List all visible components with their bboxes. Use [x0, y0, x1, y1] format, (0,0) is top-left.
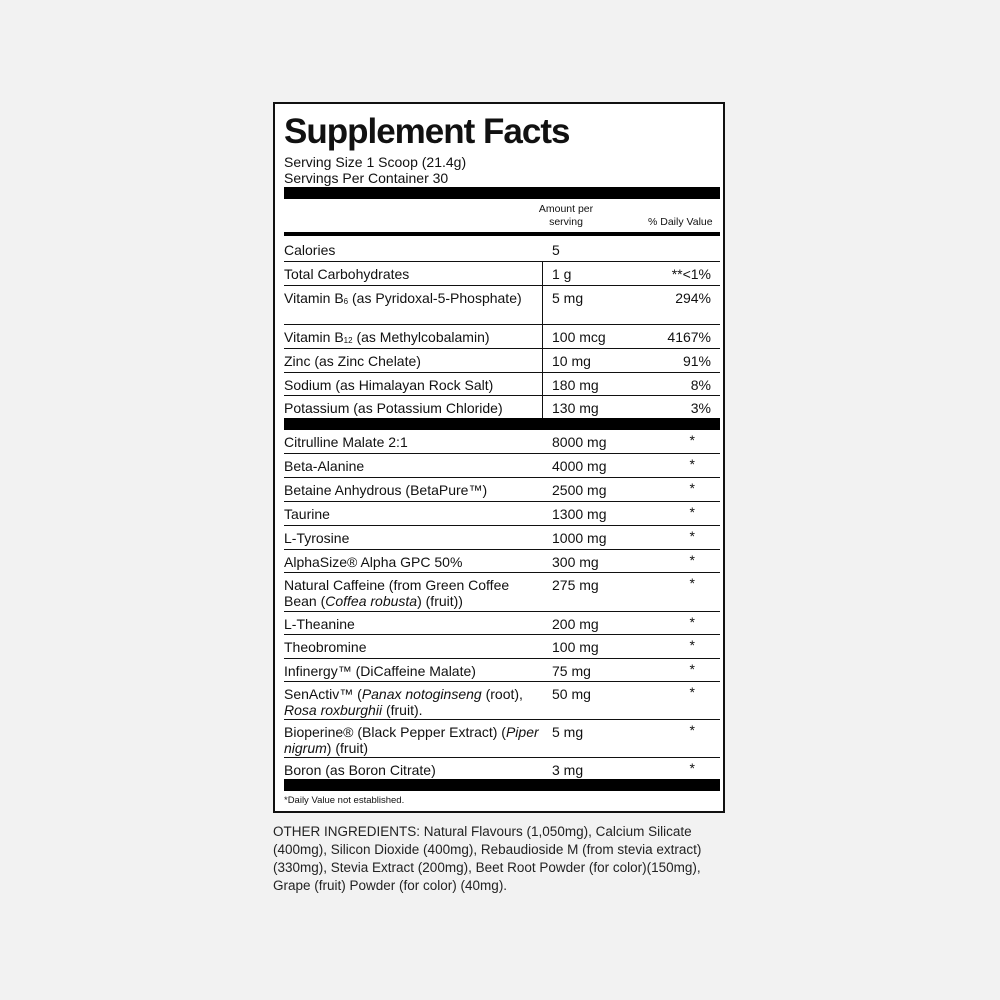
nutrient-row: [284, 238, 720, 262]
header-daily-value: % Daily Value: [648, 216, 713, 228]
nutrient-row: [284, 286, 720, 325]
nutrient-amount: 130 mg: [552, 400, 599, 416]
ingredient-row: [284, 612, 720, 635]
ingredient-row: [284, 758, 720, 779]
ingredient-row: [284, 526, 720, 550]
ingredient-daily-value: *: [689, 504, 695, 520]
servings-per-container: Servings Per Container 30: [284, 170, 449, 186]
ingredient-daily-value: *: [689, 480, 695, 496]
ingredient-name: Taurine: [284, 506, 330, 522]
ingredient-name: L-Theanine: [284, 616, 355, 632]
ingredient-daily-value: *: [689, 432, 695, 448]
footnote: *Daily Value not established.: [284, 795, 405, 806]
nutrient-amount: 10 mg: [552, 353, 591, 369]
nutrient-name: Total Carbohydrates: [284, 266, 410, 282]
ingredient-amount: 8000 mg: [552, 434, 607, 450]
ingredient-daily-value: *: [689, 760, 695, 776]
ingredient-amount: 50 mg: [552, 686, 591, 702]
ingredient-row: [284, 720, 720, 758]
nutrient-name: Vitamin $B_6$ (as Pyridoxal-5-Phosphate): [284, 290, 522, 306]
header-divider: [284, 232, 720, 236]
ingredient-amount: 2500 mg: [552, 482, 607, 498]
ingredient-row: [284, 478, 720, 502]
thick-divider-top: [284, 187, 720, 199]
ingredient-amount: 1300 mg: [552, 506, 607, 522]
nutrient-daily-value: 3%: [690, 400, 711, 416]
nutrient-daily-value: **<1%: [671, 266, 711, 282]
ingredient-row: [284, 635, 720, 659]
ingredient-name: Natural Caffeine (from Green Coffee Bean (Coffea robusta) (fruit)): [284, 577, 510, 609]
ingredient-daily-value: *: [689, 661, 695, 677]
ingredient-name: Betaine Anhydrous (BetaPure™): [284, 482, 488, 498]
ingredient-name: Theobromine: [284, 639, 367, 655]
ingredient-name: Beta-Alanine: [284, 458, 365, 474]
ingredient-daily-value: *: [689, 528, 695, 544]
nutrient-daily-value: 294%: [675, 290, 711, 306]
ingredient-name: Boron (as Boron Citrate): [284, 762, 436, 778]
ingredient-daily-value: *: [689, 684, 695, 700]
ingredient-amount: 75 mg: [552, 663, 591, 679]
nutrient-daily-value: 8%: [690, 377, 711, 393]
ingredient-row: [284, 682, 720, 720]
thick-divider-bottom: [284, 779, 720, 791]
ingredient-daily-value: *: [689, 637, 695, 653]
nutrient-row: [284, 349, 720, 373]
nutrient-name: Vitamin $B_{12}$ (as Methylcobalamin): [284, 329, 490, 345]
ingredient-row: [284, 573, 720, 612]
nutrient-row: [284, 325, 720, 349]
ingredient-amount: 3 mg: [552, 762, 584, 778]
ingredient-name: Infinergy™ (DiCaffeine Malate): [284, 663, 476, 679]
ingredient-name: L-Tyrosine: [284, 530, 350, 546]
nutrient-daily-value: 91%: [682, 353, 711, 369]
ingredient-amount: 100 mg: [552, 639, 599, 655]
nutrient-amount: 1 g: [552, 266, 572, 282]
serving-size: Serving Size 1 Scoop (21.4g): [284, 154, 467, 170]
nutrient-name: Potassium (as Potassium Chloride): [284, 400, 503, 416]
ingredient-daily-value: *: [689, 614, 695, 630]
ingredient-daily-value: *: [689, 722, 695, 738]
ingredient-amount: 1000 mg: [552, 530, 607, 546]
nutrient-amount: 5: [552, 242, 560, 258]
ingredient-row: [284, 502, 720, 526]
ingredient-amount: 300 mg: [552, 554, 599, 570]
nutrient-row: [284, 373, 720, 396]
nutrient-row: [284, 262, 720, 286]
ingredient-name: AlphaSize® Alpha GPC 50%: [284, 554, 463, 570]
nutrient-name: Sodium (as Himalayan Rock Salt): [284, 377, 494, 393]
ingredient-daily-value: *: [689, 575, 695, 591]
nutrient-name: Zinc (as Zinc Chelate): [284, 353, 421, 369]
supplement-facts-panel: [273, 102, 725, 813]
ingredient-amount: 275 mg: [552, 577, 599, 593]
nutrient-amount: 5 mg: [552, 290, 584, 306]
ingredient-row: [284, 659, 720, 682]
ingredient-amount: 4000 mg: [552, 458, 607, 474]
ingredient-name: Citrulline Malate 2:1: [284, 434, 408, 450]
nutrient-name: Calories: [284, 242, 336, 258]
nutrient-amount: 100 mcg: [552, 329, 606, 345]
ingredient-amount: 5 mg: [552, 724, 584, 740]
header-amount-per-serving: Amount per serving: [538, 203, 594, 228]
panel-title: Supplement Facts: [284, 112, 570, 151]
ingredient-daily-value: *: [689, 552, 695, 568]
ingredient-row: [284, 454, 720, 478]
nutrient-daily-value: 4167%: [667, 329, 711, 345]
ingredient-daily-value: *: [689, 456, 695, 472]
ingredient-name: SenActiv™ (Panax notoginseng (root), Rosa roxburghii (fruit).: [284, 686, 523, 718]
ingredient-row: [284, 550, 720, 573]
thick-divider-middle: [284, 418, 720, 430]
ingredient-amount: 200 mg: [552, 616, 599, 632]
nutrient-amount: 180 mg: [552, 377, 599, 393]
other-ingredients: OTHER INGREDIENTS: Natural Flavours (1,050mg), Calcium Silicate (400mg), Silicon Dioxide (400mg), Rebaudioside M (from stevia extract) (330mg), Stevia Extract (200mg), Beet Root Powder (for color)(150mg), Grape (fruit) Powder (for color) (40mg).: [273, 824, 702, 893]
nutrient-row: [284, 396, 720, 418]
ingredient-row: [284, 430, 720, 454]
ingredient-name: Bioperine® (Black Pepper Extract) (Piper nigrum) (fruit): [284, 724, 539, 756]
